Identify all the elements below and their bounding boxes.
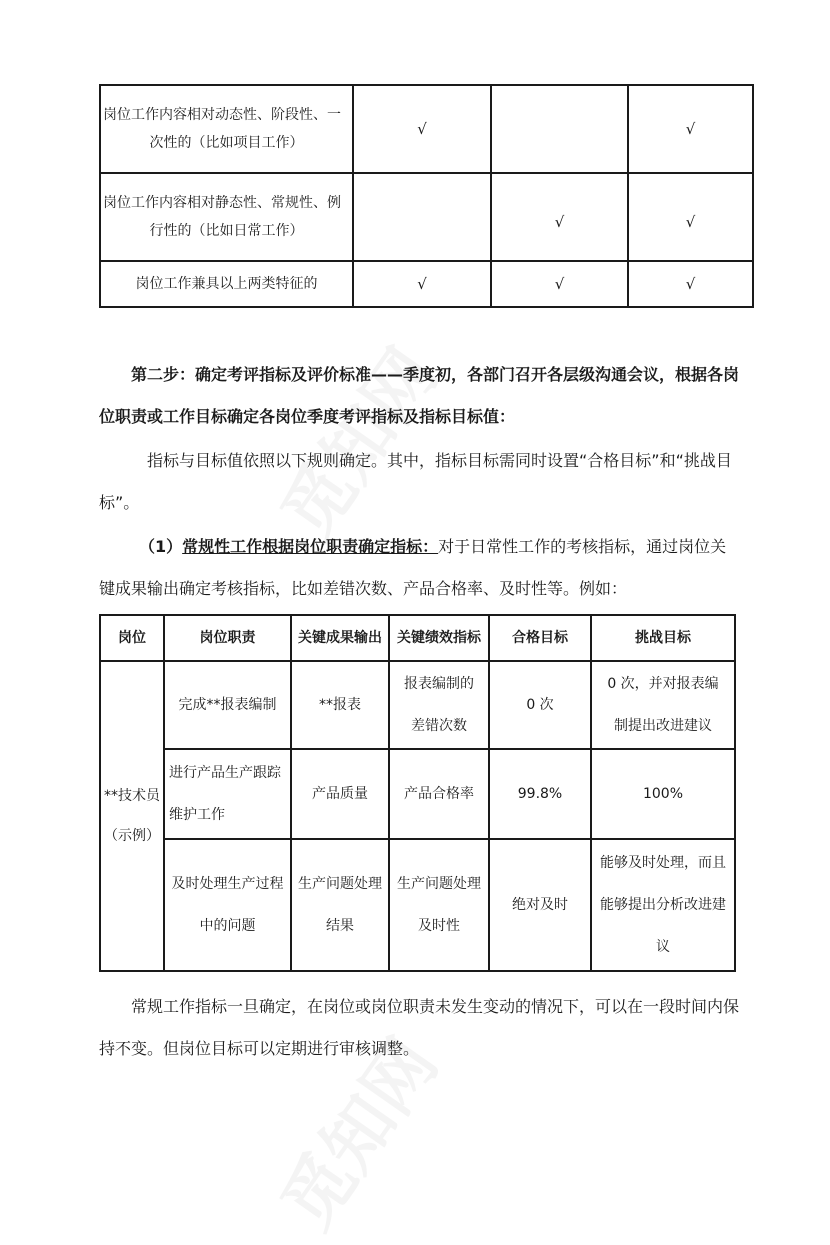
table-row (100, 839, 735, 971)
closing-paragraph: 常规工作指标一旦确定，在岗位或岗位职责未发生变动的情况下，可以在一段时间内保持不变。但岗位目标可以定期进行审核调整。 (99, 997, 740, 1058)
check-cell: √ (491, 173, 628, 261)
table-cell (100, 173, 353, 261)
item1-title: 常规性工作根据岗位职责确定指标： (182, 537, 439, 556)
check-cell (491, 85, 628, 173)
check-cell (353, 173, 491, 261)
output-cell: 产品质量 (291, 749, 389, 839)
row-desc-line2: 次性的（比如项目工作） (149, 135, 304, 151)
check-cell: √ (628, 173, 753, 261)
table-cell (100, 85, 353, 173)
table-row (100, 749, 735, 839)
position-name: **技术员 (104, 788, 160, 804)
output-cell: **报表 (291, 661, 389, 749)
column-header: 岗位职责 (164, 615, 291, 661)
duty-cell: 完成**报表编制 (164, 661, 291, 749)
output-cell: 生产问题处理结果 (291, 839, 389, 971)
check-cell: √ (353, 261, 491, 307)
pass-target-cell: 99.8% (489, 749, 591, 839)
column-header: 关键绩效指标 (389, 615, 489, 661)
row-desc: 岗位工作兼具以上两类特征的 (100, 261, 353, 307)
position-cell (100, 661, 164, 971)
check-cell: √ (628, 85, 753, 173)
challenge-target-cell: 0 次，并对报表编制提出改进建议 (591, 661, 735, 749)
kpi-cell: 产品合格率 (389, 749, 489, 839)
kpi-cell: 生产问题处理及时性 (389, 839, 489, 971)
item1-paragraph (99, 526, 739, 610)
challenge-target-cell: 100% (591, 749, 735, 839)
table-row (100, 85, 753, 173)
column-header: 挑战目标 (591, 615, 735, 661)
check-cell: √ (353, 85, 491, 173)
table-row (100, 661, 735, 749)
row-desc-line1: 岗位工作内容相对静态性、常规性、例 (103, 195, 341, 211)
pass-target-cell: 绝对及时 (489, 839, 591, 971)
table-header-row (100, 615, 735, 661)
column-header: 合格目标 (489, 615, 591, 661)
duty-cell: 进行产品生产跟踪维护工作 (164, 749, 291, 839)
row-desc-line2: 行性的（比如日常工作） (149, 223, 304, 239)
check-cell: √ (491, 261, 628, 307)
kpi-cell: 报表编制的差错次数 (389, 661, 489, 749)
step2-heading: 第二步：确定考评指标及评价标准——季度初，各部门召开各层级沟通会议，根据各岗位职责或工作目标确定各岗位季度考评指标及指标目标值： (99, 365, 740, 426)
table-row (100, 173, 753, 261)
check-cell: √ (628, 261, 753, 307)
column-header: 岗位 (100, 615, 164, 661)
table-row (100, 261, 753, 307)
item1-text: 对于日常性工作的考核指标，通过岗位关键成果输出确定考核指标，比如差错次数、产品合格率、及时性等。例如： (99, 537, 727, 598)
pass-target-cell: 0 次 (489, 661, 591, 749)
position-note: （示例） (104, 828, 160, 844)
item1-prefix: （1） (139, 537, 183, 556)
duty-cell: 及时处理生产过程中的问题 (164, 839, 291, 971)
applicability-table (99, 84, 754, 308)
challenge-target-cell: 能够及时处理，而且能够提出分析改进建议 (591, 839, 735, 971)
rule-text: 指标与目标值依照以下规则确定。其中，指标目标需同时设置“合格目标”和“挑战目标”。 (99, 451, 732, 512)
column-header: 关键成果输出 (291, 615, 389, 661)
kpi-example-table (99, 614, 736, 972)
row-desc-line1: 岗位工作内容相对动态性、阶段性、一 (103, 107, 341, 123)
